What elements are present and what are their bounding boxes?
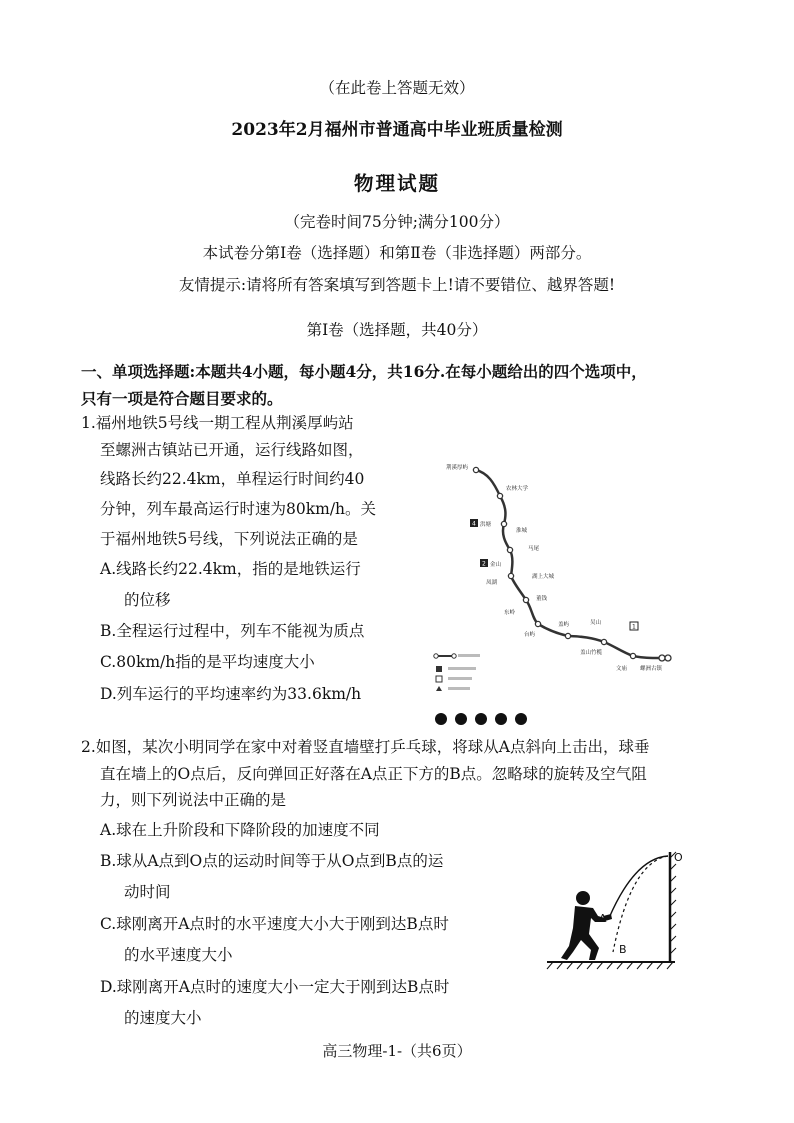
q1-stem-line: 至螺洲古镇站已开通，运行线路如图， — [100, 441, 364, 459]
metro-map-svg — [428, 458, 680, 698]
part1-title: 第Ⅰ卷（选择题，共40分） — [306, 321, 488, 339]
q1-option-c: C.80km/h指的是平均速度大小 — [100, 653, 315, 671]
exam-title: 2023年2月福州市普通高中毕业班质量检测 — [231, 120, 563, 140]
answer-tip: 友情提示:请将所有答案填写到答题卡上!请不要错位、越界答题! — [178, 276, 616, 294]
line-badge-label: 1 — [632, 623, 636, 631]
dot — [515, 713, 527, 725]
station-label: 金山 — [490, 562, 502, 568]
station-label: 螺洲古镇 — [640, 666, 663, 672]
trajectory-down — [613, 856, 668, 952]
station-marker — [565, 633, 570, 638]
q2-stem-line: 2.如图，某次小明同学在家中对着竖直墙壁打乒乓球，将球从A点斜向上击出，球垂 — [81, 738, 650, 756]
q2-stem-line: 直在墙上的O点后，反向弹回正好落在A点正下方的B点。忽略球的旋转及空气阻 — [100, 765, 647, 783]
time-info: （完卷时间75分钟;满分100分） — [284, 213, 510, 231]
station-marker — [659, 655, 665, 661]
station-label: 台屿 — [524, 632, 536, 638]
q2-option-d: D.球刚离开A点时的速度大小一定大于刚到达B点时 — [100, 978, 450, 996]
q2-option-b-cont: 动时间 — [124, 883, 171, 901]
station-marker — [601, 639, 606, 644]
q2-stem-line: 力，则下列说法中正确的是 — [100, 791, 287, 809]
q1-option-b: B.全程运行过程中，列车不能视为质点 — [100, 622, 365, 640]
dot — [455, 713, 467, 725]
station-label: 洪塘 — [480, 522, 492, 528]
q2-option-c: C.球刚离开A点时的水平速度大小大于刚到达B点时 — [100, 915, 449, 933]
page-footer: 高三物理-1-（共6页） — [322, 1042, 472, 1060]
q2-option-a: A.球在上升阶段和下降阶段的加速度不同 — [100, 821, 380, 839]
line-badge-label: 2 — [482, 560, 486, 568]
station-marker — [665, 655, 671, 661]
section1-heading-line2: 只有一项是符合题目要求的。 — [81, 389, 283, 408]
station-marker — [497, 493, 502, 498]
station-label: 董钱 — [536, 596, 548, 602]
station-marker — [501, 521, 506, 526]
structure-info: 本试卷分第Ⅰ卷（选择题）和第Ⅱ卷（非选择题）两部分。 — [202, 244, 592, 262]
notice: （在此卷上答题无效） — [319, 79, 475, 97]
metro-line-map — [428, 458, 680, 698]
q1-stem-line: 于福州地铁5号线，下列说法正确的是 — [100, 530, 358, 548]
dots-svg — [432, 710, 532, 728]
station-marker — [535, 621, 540, 626]
station-marker — [507, 547, 512, 552]
station-marker — [473, 467, 478, 472]
station-label: 吴山 — [590, 620, 602, 626]
station-marker — [630, 653, 635, 658]
station-label: 盖山竹榄 — [580, 650, 603, 656]
station-label: 马尾 — [528, 546, 540, 552]
pingpong-wall-figure — [543, 848, 693, 974]
player-silhouette — [561, 891, 612, 960]
separator-dots — [432, 710, 532, 728]
subject-title: 物理试题 — [353, 172, 440, 195]
pingpong-svg — [543, 848, 693, 974]
q1-stem-line: 线路长约22.4km，单程运行时间约40 — [100, 470, 365, 488]
point-o-label: O — [674, 851, 683, 864]
point-a-label: A — [599, 912, 607, 925]
station-label: 盖屿 — [558, 622, 570, 628]
station-label: 淮城 — [516, 528, 528, 534]
station-label: 东岭 — [504, 610, 516, 616]
q2-option-c-cont: 的水平速度大小 — [124, 946, 233, 964]
map-legend — [434, 654, 480, 691]
point-b-label: B — [619, 943, 627, 956]
line-badge-label: 4 — [472, 520, 476, 528]
q1-option-a: A.线路长约22.4km，指的是地铁运行 — [100, 560, 361, 578]
station-marker — [508, 573, 513, 578]
station-marker — [523, 597, 528, 602]
q1-option-d: D.列车运行的平均速率约为33.6km/h — [100, 685, 362, 703]
q1-option-a-cont: 的位移 — [124, 591, 171, 609]
ground-hatching — [547, 962, 673, 969]
dot — [435, 713, 447, 725]
section1-heading-line1: 一、单项选择题:本题共4小题，每小题4分，共16分.在每小题给出的四个选项中， — [81, 362, 647, 381]
q1-stem-line: 1.福州地铁5号线一期工程从荆溪厚屿站 — [81, 414, 354, 432]
station-label: 凤湖 — [486, 580, 498, 586]
q2-option-b: B.球从A点到O点的运动时间等于从O点到B点的运 — [100, 852, 444, 870]
dot — [475, 713, 487, 725]
q2-option-d-cont: 的速度大小 — [124, 1009, 202, 1027]
q1-stem-line: 分钟，列车最高运行时速为80km/h。关 — [100, 500, 377, 518]
station-label: 农林大学 — [506, 486, 529, 492]
station-label: 荆溪厚屿 — [446, 465, 469, 471]
trajectory-up — [609, 856, 668, 918]
station-label: 文庙 — [616, 666, 628, 672]
station-label: 湖上大城 — [532, 574, 555, 580]
dot — [495, 713, 507, 725]
